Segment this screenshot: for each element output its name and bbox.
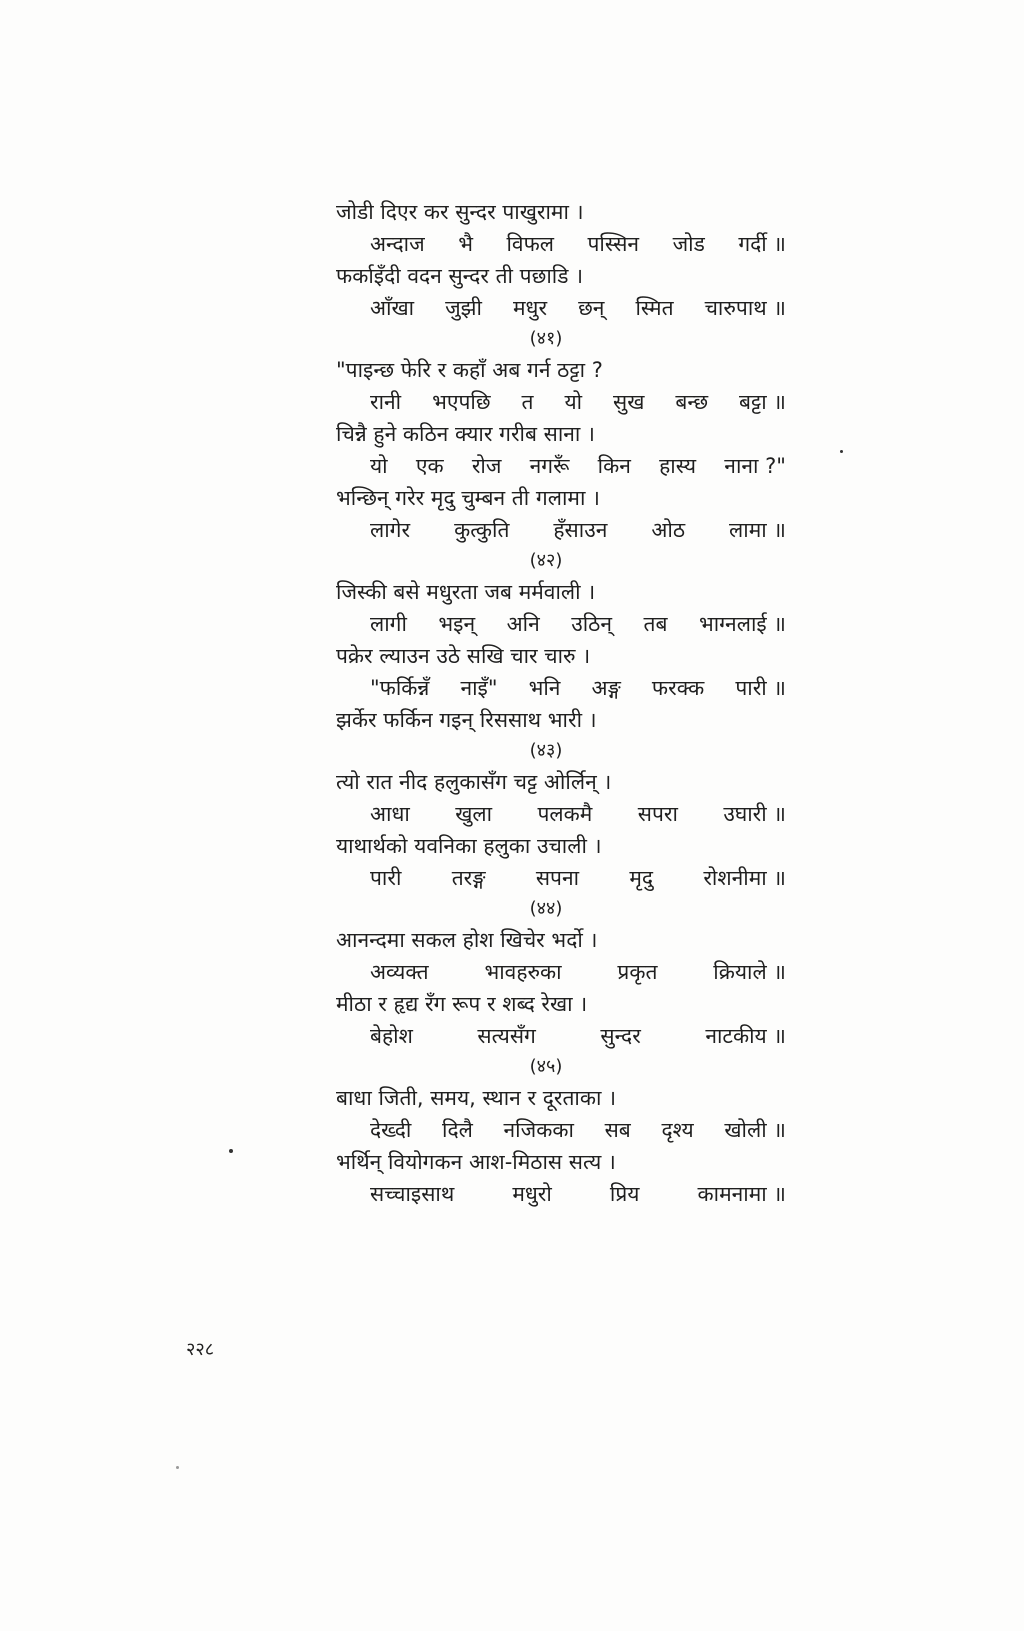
poem-word: सत्यसँग bbox=[477, 1024, 536, 1048]
poem-word: पारी ॥ bbox=[735, 676, 786, 700]
poem-word: मृदु bbox=[629, 866, 654, 890]
verse-number: (४३) bbox=[529, 740, 563, 761]
poem-line-indented bbox=[336, 956, 786, 988]
poem-word: "फर्किन्नँ bbox=[370, 676, 430, 700]
poem-line: त्यो रात नीद हलुकासँग चट्ट ओर्लिन् । bbox=[336, 770, 612, 794]
verse-number: (४२) bbox=[529, 550, 563, 571]
poem-word: उघारी ॥ bbox=[723, 802, 786, 826]
poem-word: जोड bbox=[672, 232, 705, 256]
poem-word: आधा bbox=[370, 802, 410, 826]
poem-word: लागेर bbox=[370, 518, 411, 542]
poem-word: रानी bbox=[370, 390, 402, 414]
poem-line: जिस्की बसे मधुरता जब मर्मवाली । bbox=[336, 580, 596, 604]
poem-line-indented bbox=[336, 450, 786, 482]
verse-number: (४५) bbox=[529, 1056, 563, 1077]
poem-word: चारुपाथ ॥ bbox=[704, 296, 786, 320]
poem-line: भर्थिन् वियोगकन आश-मिठास सत्य । bbox=[336, 1150, 616, 1174]
ink-speck bbox=[229, 1149, 233, 1153]
poem-line: भन्छिन् गरेर मृदु चुम्बन ती गलामा । bbox=[336, 486, 601, 510]
poem-line: पक्रेर ल्याउन उठे सखि चार चारु । bbox=[336, 644, 591, 668]
poem-word: लागी bbox=[370, 612, 407, 636]
poem-word: फरक्क bbox=[651, 676, 705, 700]
poem-word: भइन् bbox=[438, 612, 476, 636]
poem-word: दृश्य bbox=[661, 1118, 694, 1142]
poem-word: भनि bbox=[528, 676, 561, 700]
poem-word: भएपछि bbox=[432, 390, 491, 414]
poem-word: उठिन् bbox=[571, 612, 613, 636]
page-number: २२८ bbox=[186, 1339, 215, 1360]
poem-word: खुला bbox=[455, 802, 493, 826]
poem-word: बन्छ bbox=[675, 390, 709, 414]
ink-speck bbox=[176, 1466, 179, 1469]
poem-word: रोशनीमा ॥ bbox=[703, 866, 786, 890]
poem-line-indented bbox=[336, 672, 786, 704]
poem-word: देख्दी bbox=[370, 1118, 412, 1142]
poem-word: यो bbox=[370, 454, 388, 478]
poem-line-indented bbox=[336, 1178, 786, 1210]
poem-line: चिन्नै हुने कठिन क्यार गरीब साना । bbox=[336, 422, 595, 446]
poem-word: मधुर bbox=[513, 296, 548, 320]
poem-line-indented bbox=[336, 386, 786, 418]
poem-word: बट्टा ॥ bbox=[739, 390, 786, 414]
poem-word: कामनामा ॥ bbox=[697, 1182, 786, 1206]
poem-word: विफल bbox=[506, 232, 554, 256]
poem-word: पस्सिन bbox=[587, 232, 640, 256]
poem-word: पारी bbox=[370, 866, 402, 890]
poem-word: हास्य bbox=[659, 454, 697, 478]
poem-word: अनि bbox=[506, 612, 540, 636]
poem-word: प्रकृत bbox=[617, 960, 658, 984]
poem-word: क्रियाले ॥ bbox=[713, 960, 786, 984]
poem-body bbox=[336, 196, 786, 1210]
poem-word: मधुरो bbox=[512, 1182, 552, 1206]
poem-line-indented bbox=[336, 608, 786, 640]
poem-word: सपना bbox=[535, 866, 580, 890]
poem-word: एक bbox=[415, 454, 444, 478]
poem-word: पलकमै bbox=[537, 802, 593, 826]
ink-speck bbox=[840, 450, 843, 453]
poem-line: बाधा जिती, समय, स्थान र दूरताका । bbox=[336, 1086, 617, 1110]
poem-line: याथार्थको यवनिका हलुका उचाली । bbox=[336, 834, 602, 858]
verse-number: (४४) bbox=[529, 898, 563, 919]
poem-line: मीठा र हृद्य रँग रूप र शब्द रेखा । bbox=[336, 992, 588, 1016]
poem-word: प्रिय bbox=[609, 1182, 640, 1206]
poem-line-indented bbox=[336, 1114, 786, 1146]
poem-word: गर्दी ॥ bbox=[738, 232, 786, 256]
verse-number: (४१) bbox=[529, 328, 563, 349]
poem-line-indented bbox=[336, 292, 786, 324]
poem-word: बेहोश bbox=[370, 1024, 413, 1048]
poem-line: फर्काइँदी वदन सुन्दर ती पछाडि । bbox=[336, 264, 584, 288]
poem-word: कुत्कुति bbox=[454, 518, 510, 542]
poem-word: अव्यक्त bbox=[370, 960, 429, 984]
poem-word: जुझी bbox=[445, 296, 482, 320]
poem-word: तब bbox=[643, 612, 668, 636]
poem-word: अन्दाज bbox=[370, 232, 425, 256]
poem-word: सपरा bbox=[637, 802, 678, 826]
poem-word: सब bbox=[604, 1118, 631, 1142]
poem-word: दिलै bbox=[442, 1118, 473, 1142]
poem-word: त bbox=[521, 390, 534, 414]
poem-line-indented bbox=[336, 228, 786, 260]
poem-line-indented bbox=[336, 1020, 786, 1052]
poem-line-indented bbox=[336, 514, 786, 546]
poem-word: भावहरुका bbox=[484, 960, 562, 984]
poem-word: छन् bbox=[578, 296, 605, 320]
poem-word: लामा ॥ bbox=[729, 518, 786, 542]
poem-word: स्मित bbox=[635, 296, 674, 320]
poem-word: सच्चाइसाथ bbox=[370, 1182, 455, 1206]
poem-line-indented bbox=[336, 798, 786, 830]
poem-word: सुन्दर bbox=[600, 1024, 641, 1048]
poem-word: नाइँ" bbox=[460, 676, 498, 700]
poem-word: यो bbox=[564, 390, 583, 414]
poem-line-indented bbox=[336, 862, 786, 894]
poem-word: आँखा bbox=[370, 296, 415, 320]
poem-word: तरङ्ग bbox=[451, 866, 486, 890]
poem-word: खोली ॥ bbox=[724, 1118, 786, 1142]
poem-word: हँसाउन bbox=[553, 518, 608, 542]
poem-word: रोज bbox=[471, 454, 502, 478]
poem-word: किन bbox=[597, 454, 631, 478]
poem-line: आनन्दमा सकल होश खिचेर भर्दो । bbox=[336, 928, 598, 952]
poem-word: भाग्नलाई ॥ bbox=[698, 612, 786, 636]
poem-word: अङ्ग bbox=[591, 676, 621, 700]
poem-word: नाना ?" bbox=[724, 454, 786, 478]
poem-word: नाटकीय ॥ bbox=[705, 1024, 786, 1048]
poem-line: झर्केर फर्किन गइन् रिससाथ भारी । bbox=[336, 708, 597, 732]
poem-line: जोडी दिएर कर सुन्दर पाखुरामा । bbox=[336, 200, 584, 224]
poem-word: सुख bbox=[613, 390, 645, 414]
poem-word: ओठ bbox=[651, 518, 686, 542]
poem-word: भै bbox=[458, 232, 473, 256]
poem-line: "पाइन्छ फेरि र कहाँ अब गर्न ठट्टा ? bbox=[336, 358, 603, 382]
poem-word: नगरूँ bbox=[529, 454, 570, 478]
poem-word: नजिकका bbox=[503, 1118, 574, 1142]
